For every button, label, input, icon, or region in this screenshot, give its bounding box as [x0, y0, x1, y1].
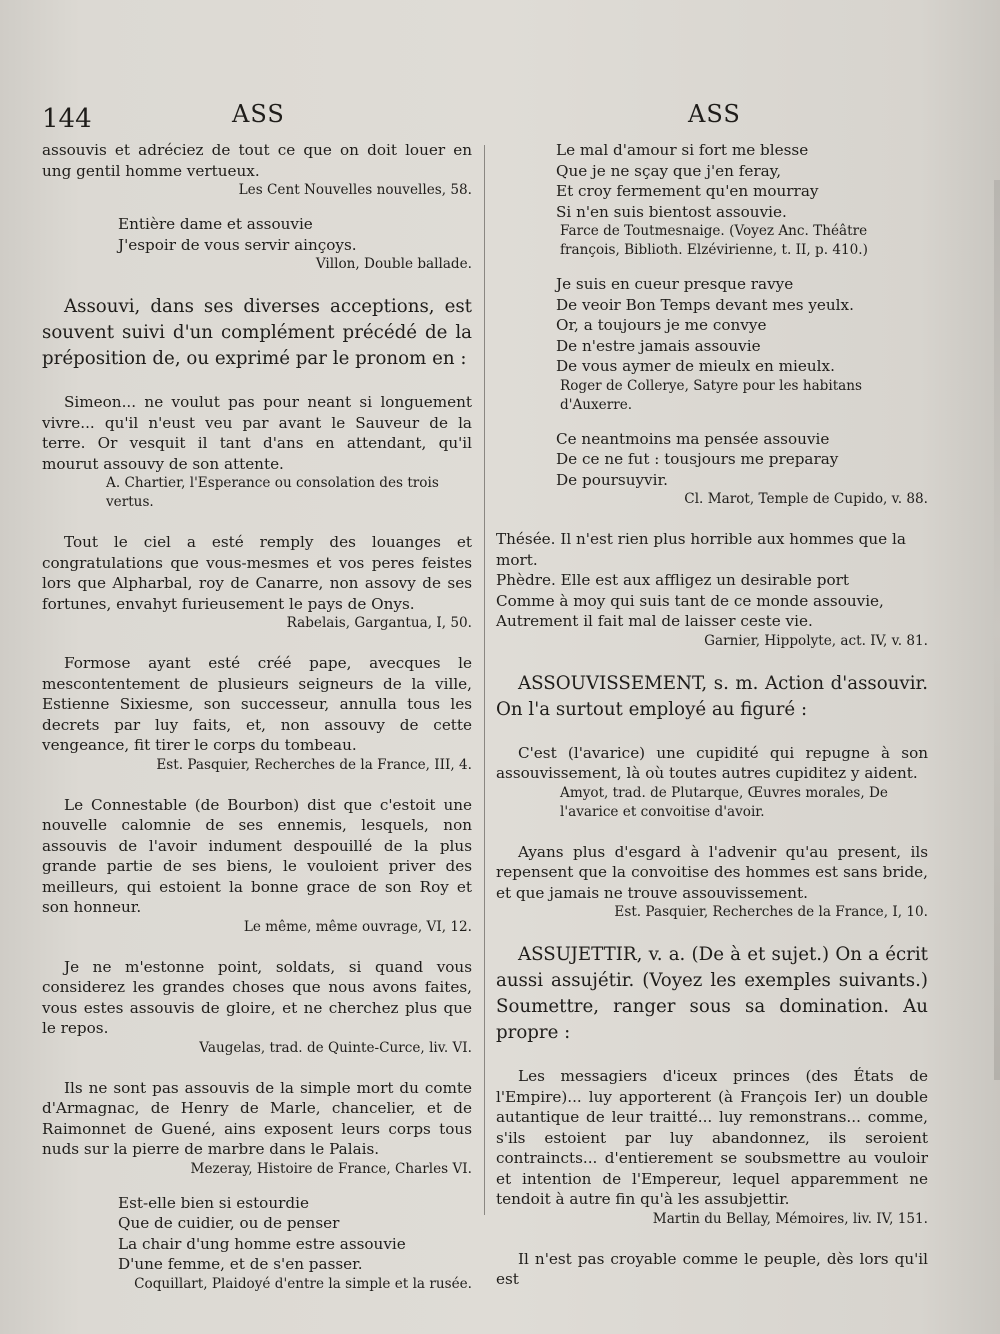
right-column [496, 140, 928, 1290]
quotation-paragraph: Formose ayant esté créé pape, avecques le mescontentement de plusieurs seigneurs de la ville, Estienne Sixiesme, son successeur, annulla tous les decrets par luy faits, et, non assouvy de cette vengeance, fit tirer le corps du tombeau. [42, 654, 472, 754]
verse-line: Le mal d'amour si fort me blesse [556, 141, 809, 159]
left-column [42, 140, 472, 1294]
running-head-left: ASS [232, 100, 285, 128]
dialogue-line: Autrement il fait mal de laisser ceste vie. [496, 612, 813, 630]
citation: Rabelais, Gargantua, I, 50. [286, 615, 472, 631]
verse-line: De n'estre jamais assouvie [556, 336, 761, 355]
citation: Cl. Marot, Temple de Cupido, v. 88. [684, 491, 928, 507]
citation: Le même, même ouvrage, VI, 12. [243, 918, 472, 935]
citation: Est. Pasquier, Recherches de la France, III, 4. [156, 756, 472, 773]
citation: Coquillart, Plaidoyé d'entre la simple et la rusée. [134, 1275, 472, 1292]
quotation-paragraph: Le Connestable (de Bourbon) dist que c'estoit une nouvelle calomnie de ses ennemis, lesquels, non assouvis de l'avoir indument despouillé de la plus grande partie de ses biens, le vouloient priver des meilleurs, qui estoient la bonne grace de son Roy et son honneur. [42, 795, 472, 916]
citation: Vaugelas, trad. de Quinte-Curce, liv. VI. [199, 1039, 472, 1056]
verse-quotation [496, 429, 928, 491]
citation: Farce de Toutmesnaige. (Voyez Anc. Théâtre françois, Biblioth. Elzévirienne, t. II, p. 410.) [560, 223, 868, 258]
column-divider [484, 145, 485, 1215]
verse-line: Que je ne sçay que j'en feray, [556, 161, 782, 180]
verse-line: De vous aymer de mieulx en mieulx. [556, 357, 835, 375]
verse-line: Entière dame et assouvie [118, 215, 313, 233]
spacer [496, 415, 928, 429]
spacer [496, 260, 928, 274]
verse-quotation [496, 274, 928, 377]
spacer [42, 274, 472, 294]
spacer [496, 922, 928, 942]
dialogue-line: Thésée. Il n'est rien plus horrible aux hommes que la mort. [496, 530, 906, 569]
spacer [42, 200, 472, 214]
spacer [496, 651, 928, 671]
spacer [42, 775, 472, 795]
verse-line: Ce neantmoins ma pensée assouvie [556, 429, 830, 448]
spacer [496, 509, 928, 529]
verse-line: Or, a toujours je me convye [556, 316, 767, 334]
citation: Est. Pasquier, Recherches de la France, I, 10. [614, 904, 928, 920]
spacer [496, 1229, 928, 1249]
citation: Roger de Collerye, Satyre pour les habitans d'Auxerre. [560, 377, 863, 413]
verse-quotation [496, 140, 928, 222]
verse-line: J'espoir de vous servir ainçoys. [118, 235, 357, 254]
page-edge-shadow [994, 180, 1000, 1080]
citation: Villon, Double ballade. [315, 256, 472, 272]
verse-line: D'une femme, et de s'en passer. [118, 1255, 363, 1273]
verse-line: De ce ne fut : tousjours me preparay [556, 450, 839, 468]
dictionary-entry: Assouvi, dans ses diverses acceptions, est souvent suivi d'un complément précédé de la préposition de, ou exprimé par le pronom en : [42, 296, 472, 369]
verse-line: De veoir Bon Temps devant mes yeulx. [556, 295, 854, 314]
spacer [496, 1046, 928, 1066]
citation: Les Cent Nouvelles nouvelles, 58. [238, 182, 472, 198]
verse-line: Si n'en suis bientost assouvie. [556, 202, 787, 221]
citation: Martin du Bellay, Mémoires, liv. IV, 151. [652, 1210, 928, 1227]
quotation-paragraph: Simeon... ne voulut pas pour neant si longuement vivre... qu'il n'eust veu par avant le Sauveur de la terre. Or vesquit il tant d'ans en attendant, qu'il mourut assouvy de son attente. [42, 393, 472, 473]
dictionary-entry: ASSUJETTIR, v. a. (De à et sujet.) On a écrit aussi assujétir. (Voyez les exemples suivants.) Soumettre, ranger sous sa domination. Au propre : [496, 944, 928, 1043]
verse-line: Que de cuidier, ou de penser [118, 1214, 340, 1232]
spacer [496, 723, 928, 743]
dialogue-line: Phèdre. Elle est aux affligez un desirable port [496, 571, 849, 589]
verse-line: Je suis en cueur presque ravye [556, 275, 794, 293]
spacer [42, 1058, 472, 1078]
verse-line: Et croy fermement qu'en mourray [556, 182, 819, 200]
spacer [42, 372, 472, 392]
citation: Garnier, Hippolyte, act. IV, v. 81. [704, 632, 928, 649]
citation: Mezeray, Histoire de France, Charles VI. [190, 1160, 472, 1177]
quotation-paragraph: Les messagiers d'iceux princes (des États de l'Empire)... luy apporterent (à François Ier) un double autantique de leur traitté... luy remonstrans... comme, s'ils estoient par luy abandonnez, ils seroient contraincts... d'entierement se soubsmettre au vouloir et intention de l'Empereur, lequel apparemment ne tendoit à autre fin qu'à les assubjettir. [496, 1067, 928, 1208]
dialogue-line: Comme à moy qui suis tant de ce monde assouvie, [496, 591, 884, 610]
verse-line: La chair d'ung homme estre assouvie [118, 1234, 406, 1253]
verse-line: De poursuyvir. [556, 470, 668, 489]
spacer [42, 937, 472, 957]
dialogue-quotation [496, 529, 928, 632]
quotation-paragraph: Ils ne sont pas assouvis de la simple mort du comte d'Armagnac, de Henry de Marle, chancelier, et de Raimonnet de Guené, ains exposent leurs corps tous nuds sur la pierre de marbre dans le Palais. [42, 1078, 472, 1158]
running-head-right: ASS [688, 100, 741, 128]
dictionary-entry: ASSOUVISSEMENT, s. m. Action d'assouvir. On l'a surtout employé au figuré : [496, 672, 928, 720]
verse-quotation [42, 214, 472, 255]
verse-line: Est-elle bien si estourdie [118, 1193, 309, 1212]
quotation-paragraph: C'est (l'avarice) une cupidité qui repugne à son assouvissement, là où toutes autres cupiditez y aident. [496, 743, 928, 782]
verse-quotation [42, 1193, 472, 1275]
quotation-paragraph: Ayans plus d'esgard à l'advenir qu'au present, ils repensent que la convoitise des hommes est sans bride, et que jamais ne trouve assouvissement. [496, 842, 928, 902]
quotation-paragraph: Tout le ciel a esté remply des louanges et congratulations que vous-mesmes et vos peres feistes lors que Alpharbal, roy de Canarre, non assovy de ses fortunes, envahyt furieusement le pays de Onys. [42, 533, 472, 613]
page-number: 144 [42, 104, 92, 134]
citation: A. Chartier, l'Esperance ou consolation des trois vertus. [106, 475, 439, 510]
quotation-paragraph: Il n'est pas croyable comme le peuple, dès lors qu'il est [496, 1249, 928, 1288]
spacer [42, 512, 472, 532]
quotation-paragraph: Je ne m'estonne point, soldats, si quand vous considerez les grandes choses que nous avons faites, vous estes assouvis de gloire, et ne cherchez plus que le repos. [42, 957, 472, 1037]
spacer [42, 1179, 472, 1193]
quotation-paragraph: assouvis et adréciez de tout ce que on doit louer en ung gentil homme vertueux. [42, 141, 472, 180]
citation: Amyot, trad. de Plutarque, Œuvres morales, De l'avarice et convoitise d'avoir. [560, 784, 888, 820]
spacer [496, 822, 928, 842]
spacer [42, 633, 472, 653]
